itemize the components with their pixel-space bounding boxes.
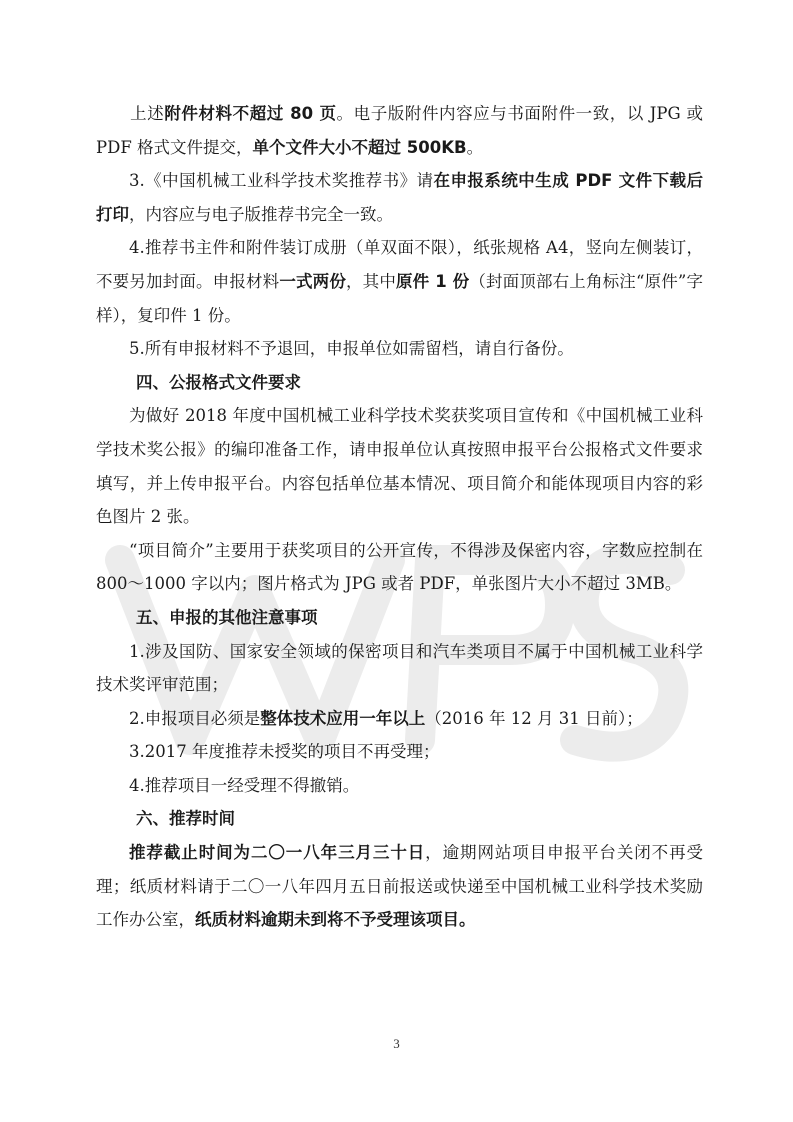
section-heading: [96, 366, 703, 400]
body-paragraph: [96, 534, 703, 601]
bold-text-run: 原件 1 份: [396, 271, 470, 291]
text-run: 为做好 2018 年度中国机械工业科学技术奖获奖项目宣传和《中国机械工业科学技术奖公报》的编印准备工作，请申报单位认真按照申报平台公报格式文件要求填写，并上传申报平台。内容包括单位基本情况、项目简介和能体现项目内容的彩色图片 2 张。: [96, 406, 703, 527]
text-run: 5.所有申报材料不予退回，申报单位如需留档，请自行备份。: [129, 339, 574, 359]
text-run: （封面顶部右上角标注“原件”字样），复印件 1 份。: [96, 271, 704, 325]
bold-text-run: 纸质材料逾期未到将不予受理该项目。: [195, 910, 476, 930]
bold-text-run: 单个文件大小不超过 500KB: [252, 137, 467, 157]
text-run: 。: [466, 137, 484, 157]
body-paragraph: [96, 702, 703, 736]
page-number: 3: [393, 1036, 400, 1051]
text-run: 2.申报项目必须是: [129, 708, 261, 728]
bold-text-run: 五、申报的其他注意事项: [136, 607, 318, 627]
text-run: 3.《中国机械工业科学技术奖推荐书》请: [129, 171, 434, 191]
body-paragraph: [96, 769, 703, 803]
body-paragraph: [96, 836, 703, 937]
text-run: ，逾期网站项目申报平台关闭不再受理；纸质材料请于二〇一八年四月五日前报送或快递至中国机械工业科学技术奖励工作办公室，: [96, 843, 703, 930]
bold-text-run: 整体技术应用一年以上: [260, 708, 426, 728]
body-paragraph: [96, 399, 703, 533]
text-run: 4.推荐书主件和附件装订成册（单双面不限），纸张规格 A4，竖向左侧装订，不要另加封面。申报材料: [96, 238, 703, 291]
text-run: ，其中: [346, 271, 396, 291]
text-run: 4.推荐项目一经受理不得撤销。: [129, 775, 360, 795]
text-run: “项目简介”主要用于获奖项目的公开宣传，不得涉及保密内容，字数应控制在 800～1000 字以内；图片格式为 JPG 或者 PDF，单张图片大小不超过 3MB。: [96, 540, 703, 594]
bold-text-run: 四、公报格式文件要求: [136, 372, 301, 392]
text-run: ，内容应与电子版推荐书完全一致。: [129, 204, 393, 224]
text-run: 上述: [96, 104, 165, 123]
bold-text-run: 推荐截止时间为二〇一八年三月三十日: [129, 843, 426, 863]
document-body: [96, 97, 703, 937]
bold-text-run: 附件材料不超过 80 页: [164, 104, 337, 123]
bold-text-run: 一式两份: [279, 271, 346, 291]
text-run: 3.2017 年度推荐未授奖的项目不再受理；: [129, 742, 440, 762]
body-paragraph: [96, 332, 703, 366]
body-paragraph: [96, 164, 703, 231]
body-paragraph: [96, 97, 703, 164]
body-paragraph: [96, 735, 703, 769]
body-paragraph: [96, 231, 703, 332]
text-run: 。电子版附件内容应与书面附件一致，以 JPG 或 PDF 格式文件提交，: [96, 104, 703, 157]
bold-text-run: 六、推荐时间: [136, 809, 235, 829]
section-heading: [96, 802, 703, 836]
text-run: （2016 年 12 月 31 日前）；: [425, 708, 643, 728]
text-run: 1.涉及国防、国家安全领域的保密项目和汽车类项目不属于中国机械工业科学技术奖评审范围；: [96, 641, 703, 695]
body-paragraph: [96, 635, 703, 702]
bold-text-run: 在申报系统中生成 PDF 文件下载后打印: [96, 171, 703, 224]
section-heading: [96, 601, 703, 635]
